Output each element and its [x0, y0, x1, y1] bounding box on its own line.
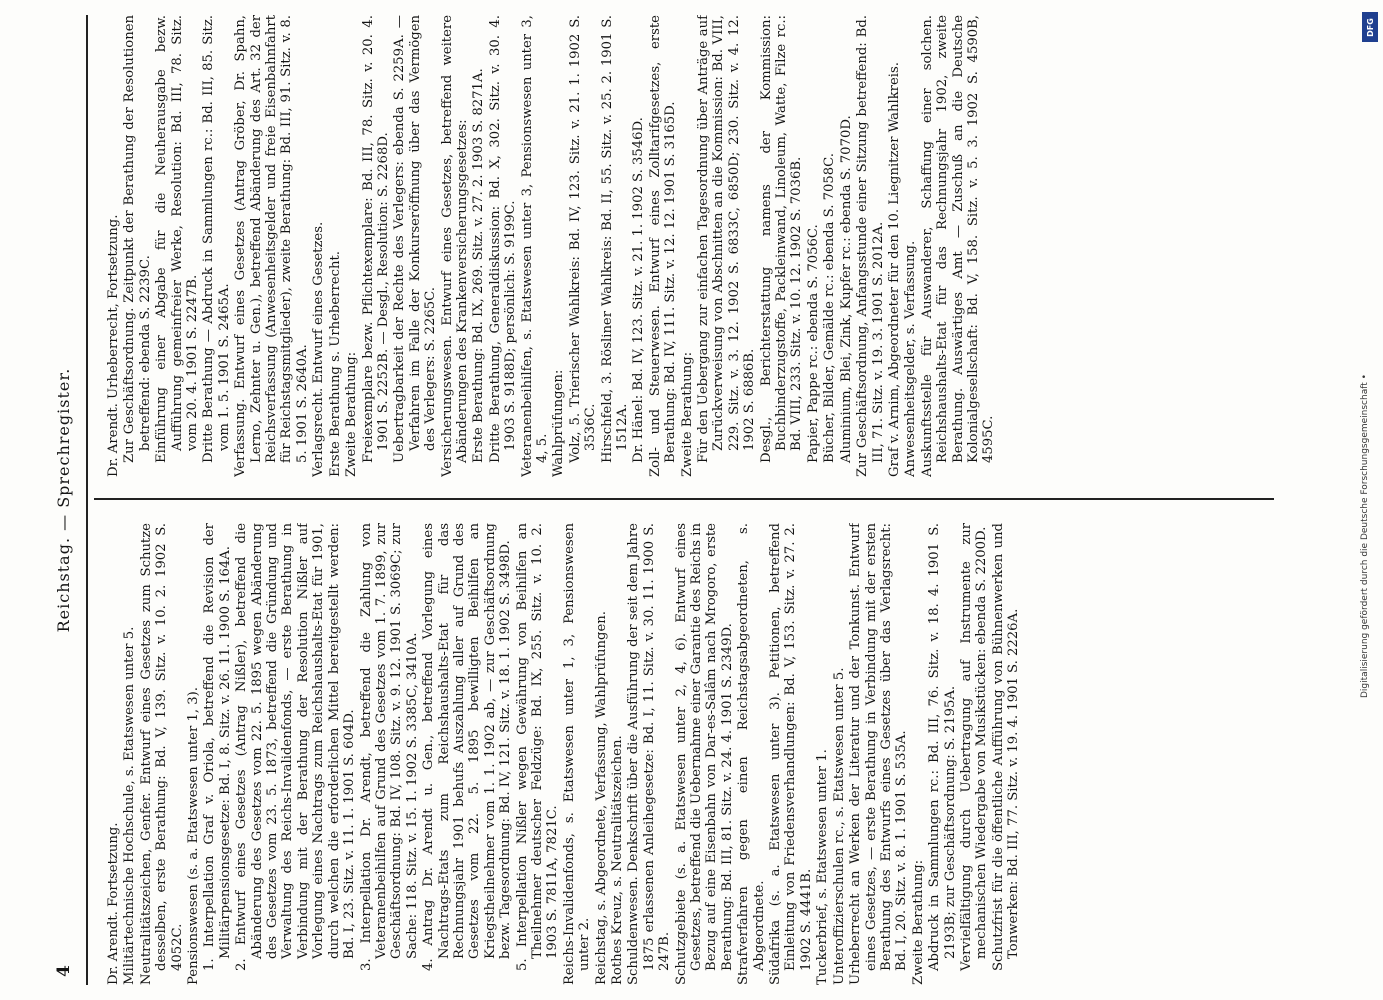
index-entry: Veteranenbeihilfen, s. Etatswesen unter 3, Pensionswesen unter 3, 4, 5.	[519, 15, 550, 477]
index-entry: Auskunftsstelle für Auswanderer, Schaffung einer solchen. Reichshaushalts-Etat für das Rechnungsjahr 1902, zweite Berathung. Auswärtiges Amt — Zuschuß an die Deutsche Kolonialgesellschaft: Bd. V, 158. Sitz. v. 5. 3. 1902 S. 4590B, 4595C.	[919, 15, 997, 477]
index-entry: 1. Interpellation Graf v. Oriola, betreffend die Revision der Militärpensionsgesetze: Bd. I, 8. Sitz. v. 26. 11. 1900 S. 164A.	[202, 523, 233, 971]
index-entry: Verlagsrecht. Entwurf eines Gesetzes.	[311, 221, 327, 477]
index-entry: Abdruck in Sammlungen rc.: Bd. III, 76. Sitz. v. 18. 4. 1901 S. 2193B; zur Geschäftsordnung: S. 2195A.	[927, 523, 958, 971]
index-entry: Bücher, Bilder, Gemälde rc.: ebenda S. 7058C.	[822, 153, 838, 463]
running-head	[50, 15, 90, 985]
page-content	[50, 15, 1320, 985]
index-entry: Urheberrecht an Werken der Literatur und der Tonkunst. Entwurf eines Gesetzes, — erste Berathung in Verbindung mit der ersten Berathung des Entwurfs eines Gesetzes über das Verlagsrecht: Bd. I, 20. Sitz. v. 8. 1. 1901 S. 535A.	[848, 523, 910, 985]
index-entry: Südafrika (s. a. Etatswesen unter 3). Petitionen, betreffend Einleitung von Friedensverhandlungen: Bd. V, 153. Sitz. v. 27. 2. 1902 S. 4441B.	[768, 523, 814, 985]
index-entry: Zoll- und Steuerwesen. Entwurf eines Zolltarifgesetzes, erste Berathung: Bd. IV, 111. Sitz. v. 12. 12. 1901 S. 3165D.	[647, 15, 679, 477]
index-entry: Strafverfahren gegen einen Reichstagsabgeordneten, s. Abgeordnete.	[736, 523, 767, 985]
index-entry: Schutzfrist für die öffentliche Aufführung von Bühnenwerken und Tonwerken: Bd. III, 77. Sitz. v. 19. 4. 1901 S. 2226A.	[990, 523, 1022, 971]
index-entry: Schuldenwesen. Denkschrift über die Ausführung der seit dem Jahre 1875 erlassenen Anleihegesetze: Bd. I, 11. Sitz. v. 30. 11. 1900 S. 247B.	[626, 523, 673, 985]
index-entry: Zweite Berathung:	[910, 859, 926, 985]
index-entry: Rothes Kreuz, s. Neutralitätszeichen.	[610, 735, 625, 985]
index-entry: 3. Interpellation Dr. Arendt, betreffend die Zahlung von Veteranenbeihilfen auf Grund des Gesetzes vom 1. 7. 1899, zur Geschäftsordnung: Bd. IV, 108. Sitz. v. 9. 12. 1901 S. 3069C; zur Sache: 118. Sitz. v. 15. 1. 1902 S. 3385C, 3410A.	[358, 523, 420, 971]
dfg-logo-text: DFG	[1365, 17, 1375, 37]
index-entry: Zweite Berathung:	[344, 351, 360, 477]
index-entry: Reichs-Invalidenfonds, s. Etatswesen unter 1, 3, Pensionswesen unter 2.	[561, 523, 593, 985]
index-entry: Dritte Berathung — Abdruck in Sammlungen rc.: Bd. III, 85. Sitz. vom 1. 5. 1901 S. 2465A.	[201, 15, 232, 463]
index-entry: Dr. Arendt. Urheberrecht, Fortsetzung.	[106, 214, 121, 477]
index-entry: 5. Interpellation Nißler wegen Gewährung von Beihilfen an Theilnehmer deutscher Feldzüge: Bd. IX, 255. Sitz. v. 10. 2. 1903 S. 7811A, 7821C.	[514, 523, 561, 971]
index-entry: Vervielfältigung durch Uebertragung auf Instrumente zur mechanischen Wiedergabe von Musikstücken: ebenda S. 2200D.	[958, 523, 990, 971]
index-entry: Erste Berathung s. Urheberrecht.	[327, 251, 343, 477]
index-entry: Schutzgebiete (s. a. Etatswesen unter 2, 4, 6). Entwurf eines Gesetzes, betreffend die Uebernahme einer Garantie des Reichs in Bezug auf eine Eisenbahn von Dar-es-Salâm nach Mrogoro, erste Berathung: Bd. III, 81. Sitz. v. 24. 4. 1901 S. 2349D.	[673, 523, 735, 985]
index-entry: Zur Geschäftsordnung. Zeitpunkt der Berathung der Resolutionen betreffend: ebenda S. 2239C.	[122, 15, 153, 463]
index-entry: Freiexemplare bezw. Pflichtexemplare: Bd. III, 78. Sitz. v. 20. 4. 1901 S. 2252B. — Desgl., Resolution: S. 2268D.	[360, 15, 391, 463]
index-entry: Unteroffizierschulen rc., s. Etatswesen unter 5.	[831, 667, 847, 985]
right-column	[106, 15, 1296, 477]
index-entry: Papier, Pappe rc.: ebenda S. 7056C.	[805, 224, 821, 463]
index-entry: 2. Entwurf eines Gesetzes (Antrag Nißler), betreffend die Abänderung des Gesetzes vom 22. 5. 1895 wegen Abänderung des Gesetzes vom 23. 5. 1873, betreffend die Gründung und Verwaltung des Reichs-Invalidenfonds, — erste Berathung in Verbindung mit der Berathung der Resolution Nißler auf Vorlegung eines Nachtrags zum Reichshaushalts-Etat für 1901, durch welchen die erforderlichen Mittel bereitgestellt werden: Bd. I, 23. Sitz. v. 11. 1. 1901 S. 604D.	[234, 523, 358, 971]
index-entry: Tuckerbrief, s. Etatswesen unter 1.	[815, 749, 831, 985]
index-entry: Zur Geschäftsordnung, Anfangsstunde einer Sitzung betreffend: Bd. III, 71. Sitz. v. 19. 3. 1901 S. 2012A.	[855, 15, 886, 477]
page-number: 4	[54, 965, 74, 977]
digitization-credit	[1360, 8, 1382, 993]
index-entry: Desgl., Berichterstattung namens der Kommission: Buchbinderzugstoffe, Packleinwand, Linoleum, Watte, Filze rc.: Bd. VIII, 233. Sitz. v. 10. 12. 1902 S. 7036B.	[758, 15, 805, 463]
header-rule	[86, 15, 88, 985]
index-entry: Anwesenheitsgelder, s. Verfassung.	[903, 240, 919, 477]
credit-text: Digitalisierung gefördert durch die Deutsche Forschungsgemeinschaft •	[1360, 374, 1370, 698]
index-entry: Militärtechnische Hochschule, s. Etatswesen unter 5.	[122, 626, 138, 985]
index-entry: 4. Antrag Dr. Arendt u. Gen., betreffend Vorlegung eines Nachtrags-Etats zum Reichshaushalts-Etat für das Rechnungsjahr 1901 behufs Auszahlung aller auf Grund des Gesetzes vom 22. 5. 1895 bewilligten Beihilfen an Kriegstheilnehmer vom 1. 1. 1902 ab, — zur Geschäftsordnung bezw. Tagesordnung: Bd. IV, 121. Sitz. v. 18. 1. 1902 S. 3498D.	[421, 523, 514, 971]
index-entry: Einführung einer Abgabe für die Neuherausgabe bezw. Aufführung gemeinfreier Werke, Resolution: Bd. III, 78. Sitz. vom 20. 4. 1901 S. 2247B.	[154, 15, 201, 463]
index-entry: Reichstag, s. Abgeordnete, Verfassung, Wahlprüfungen.	[593, 611, 609, 985]
index-entry: Dritte Berathung, Generaldiskussion: Bd. X, 302. Sitz. v. 30. 4. 1903 S. 9188D; persönlich: S. 9199C.	[487, 15, 519, 463]
index-entry: Neutralitätszeichen, Genfer. Entwurf eines Gesetzes zum Schutze desselben, erste Berathung: Bd. V, 139. Sitz. v. 10. 2. 1902 S. 4052C.	[138, 523, 185, 985]
index-entry: Hirschfeld, 3. Rösliner Wahlkreis: Bd. II, 55. Sitz. v. 25. 2. 1901 S. 1512A.	[599, 15, 630, 463]
index-entry: Wahlprüfungen:	[551, 369, 567, 477]
running-title: Reichstag. — Sprechregister.	[54, 367, 73, 633]
index-entry: Aluminium, Blei, Zink, Kupfer rc.: ebenda S. 7070D.	[838, 115, 854, 463]
index-entry: Volz, 5. Trierischer Wahlkreis: Bd. IV, 123. Sitz. v. 21. 1. 1902 S. 3536C.	[567, 15, 599, 463]
index-entry: Pensionswesen (s. a. Etatswesen unter 1, 3).	[186, 687, 202, 985]
index-entry: Verfassung. Entwurf eines Gesetzes (Antrag Gröber, Dr. Spahn, Lerno, Zehnter u. Gen.), betreffend Abänderung des Art. 32 der Reichsverfassung (Anwesenheitsgelder und freie Eisenbahnfahrt für Reichstagsmitglieder), zweite Berathung: Bd. III, 91. Sitz. v. 8. 5. 1901 S. 2640A.	[233, 15, 310, 477]
left-column	[106, 523, 1296, 985]
dfg-logo	[1362, 12, 1378, 42]
index-entry: Zweite Berathung:	[679, 351, 695, 477]
index-entry: Graf v. Arnim, Abgeordneter für den 10. Liegnitzer Wahlkreis.	[886, 62, 902, 477]
index-entry: Uebertragbarkeit der Rechte des Verlegers: ebenda S. 2259A. — Verfahren im Falle der Konkurseröffnung über das Vermögen des Verlegers: S. 2265C.	[392, 15, 439, 463]
index-entry: Versicherungswesen. Entwurf eines Gesetzes, betreffend weitere Abänderungen des Krankenversicherungsgesetzes:	[439, 15, 470, 477]
index-entry: Für den Uebergang zur einfachen Tagesordnung über Anträge auf Zurückverweisung von Abschnitten an die Kommission: Bd. VIII, 229. Sitz. v. 3. 12. 1902 S. 6833C, 6850D; 230. Sitz. v. 4. 12. 1902 S. 6886B.	[696, 15, 758, 463]
index-entry: Dr. Arendt. Fortsetzung.	[106, 822, 121, 985]
column-divider	[94, 498, 1274, 500]
index-entry: Dr. Hänel: Bd. IV, 123. Sitz. v. 21. 1. 1902 S. 3546D.	[631, 117, 647, 463]
index-entry: Erste Berathung: Bd. IX, 269. Sitz. v. 27. 2. 1903 S. 8271A.	[471, 68, 487, 463]
